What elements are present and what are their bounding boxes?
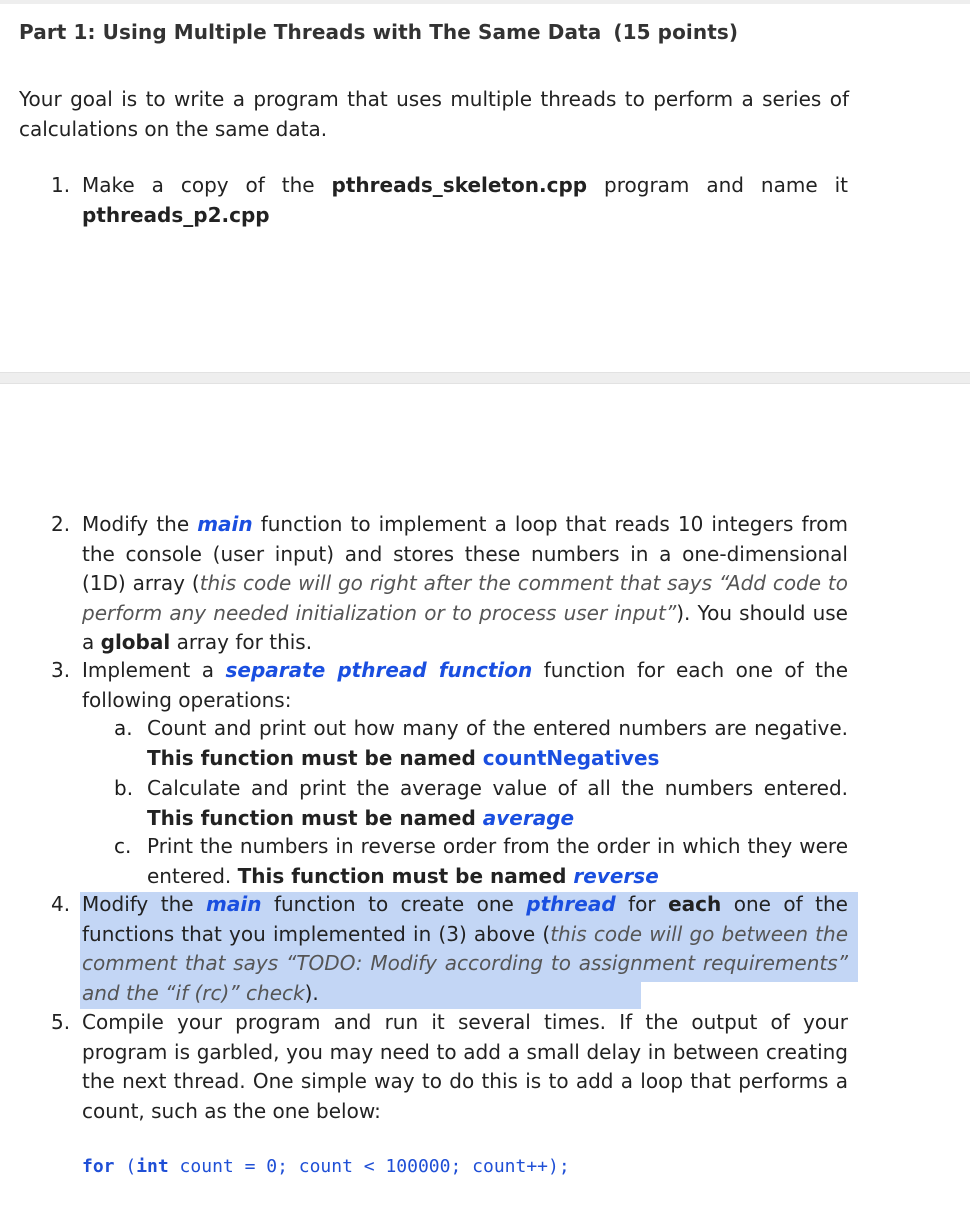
intro-paragraph: Your goal is to write a program that uses multiple threads to perform a series of calculations on the same data. <box>19 87 849 141</box>
substep-a: Count and print out how many of the entered numbers are negative. This function must be named countNegatives <box>147 716 848 770</box>
substep-label: c. <box>114 834 132 858</box>
step-2: Modify the main function to implement a loop that reads 10 integers from the console (user input) and stores these numbers in a one-dimensional (1D) array (this code will go right after the comment that says “Add code to perform any needed initialization or to process user input”). You should use a global array for this. <box>82 512 848 654</box>
step-5: Compile your program and run it several times. If the output of your program is garbled, you may need to add a small delay in between creating the next thread. One simple way to do this is to add a loop that performs a count, such as the one below: <box>82 1010 848 1123</box>
substep-c: Print the numbers in reverse order from the order in which they were entered. This function must be named reverse <box>147 834 848 888</box>
page-title: Part 1: Using Multiple Threads with The Same Data (15 points) <box>19 20 739 44</box>
each-keyword: each <box>668 892 722 916</box>
separate-pthread-keyword: separate pthread function <box>225 658 533 682</box>
function-name-reverse: reverse <box>573 863 659 888</box>
step-number: 5. <box>51 1010 71 1034</box>
code-snippet: for (int count = 0; count < 100000; count++); <box>82 1156 570 1177</box>
step-number: 2. <box>51 512 71 536</box>
global-keyword: global <box>100 630 171 654</box>
points-label: (15 points) <box>613 20 739 44</box>
page-separator <box>0 372 970 384</box>
step-1: Make a copy of the pthreads_skeleton.cpp program and name it pthreads_p2.cpp <box>82 173 848 227</box>
function-name-average: average <box>482 805 575 830</box>
step-number: 1. <box>51 173 71 197</box>
step-4-note: this code will go between the comment that says “TODO: Modify according to assignment requirements” and the “if (rc)” check <box>82 921 848 1005</box>
step-3: Implement a separate pthread function function for each one of the following operations: <box>82 658 848 712</box>
substep-label: a. <box>114 716 133 740</box>
function-name-count-negatives: countNegatives <box>482 745 660 770</box>
pthread-keyword: pthread <box>526 892 616 916</box>
main-keyword: main <box>206 892 262 916</box>
step-4[interactable]: Modify the main function to create one pthread for each one of the functions that you implemented in (3) above (this code will go between the comment that says “TODO: Modify according to assignment requirements” and the “if (rc)” check). <box>82 892 848 1005</box>
page-two <box>0 384 970 1214</box>
page-one <box>0 4 970 372</box>
step-2-note: this code will go right after the comment that says “Add code to perform any needed initialization or to process user input” <box>82 571 848 625</box>
step-number: 3. <box>51 658 71 682</box>
step-number: 4. <box>51 892 71 916</box>
main-keyword: main <box>197 512 253 536</box>
skeleton-filename: pthreads_skeleton.cpp <box>331 173 588 197</box>
substep-b: Calculate and print the average value of all the numbers entered. This function must be named average <box>147 776 848 830</box>
target-filename: pthreads_p2.cpp <box>82 202 270 227</box>
substep-label: b. <box>114 776 134 800</box>
